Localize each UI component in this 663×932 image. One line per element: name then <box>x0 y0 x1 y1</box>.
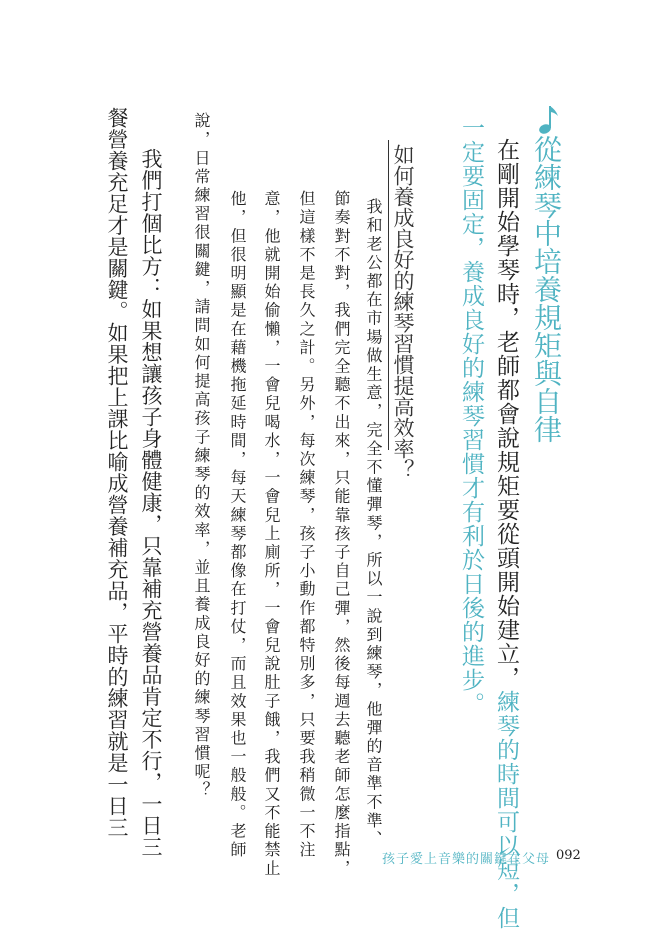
footer-book-title: 孩子愛上音樂的關鍵在父母 <box>382 852 551 867</box>
music-note-icon <box>536 104 560 136</box>
intro-text-1: 在剛開始學琴時，老師都會說規矩要從頭開始建立， <box>493 138 519 690</box>
intro-line-1 <box>493 138 519 930</box>
question-line-4: 意，他就開始偷懶，一會兒喝水，一會兒上廁所，一會兒說肚子餓，我們又不能禁止 <box>262 190 281 879</box>
answer-line-1: 我們打個比方：如果想讓孩子身體健康，只靠補充營養品肯定不行，一日三 <box>139 148 163 858</box>
section-title: 從練琴中培養規矩與自律 <box>530 135 563 443</box>
question-line-1: 我和老公都在市場做生意，完全不懂彈琴，所以一說到練琴，他彈的音準不準、 <box>364 198 383 849</box>
intro-highlight-a: 練琴的時間可以短，但 <box>493 690 519 930</box>
page-number: 092 <box>556 848 581 863</box>
intro-line-2: 一定要固定，養成良好的練琴習慣才有利於日後的進步。 <box>458 116 484 716</box>
question-line-3: 但這樣不是長久之計。另外，每次練琴，孩子小動作都特別多，只要我稍微一不注 <box>297 190 316 860</box>
question-title: 如何養成良好的練琴習慣提高效率？ <box>391 144 415 480</box>
question-line-5: 他，但很明顯是在藉機拖延時間，每天練琴都像在打仗，而且效果也一般般。老師 <box>228 190 247 860</box>
answer-line-2: 餐營養充足才是關鍵。如果把上課比喻成營養補充品，平時的練習就是一日三 <box>105 107 129 838</box>
question-line-2: 節奏對不對，我們完全聽不出來，只能靠孩子自己彈，然後每週去聽老師怎麼指點， <box>332 190 351 879</box>
question-divider <box>388 140 389 450</box>
question-line-6: 說，日常練習很關鍵，請問如何提高孩子練琴的效率，並且養成良好的練琴習慣呢？ <box>192 112 211 801</box>
